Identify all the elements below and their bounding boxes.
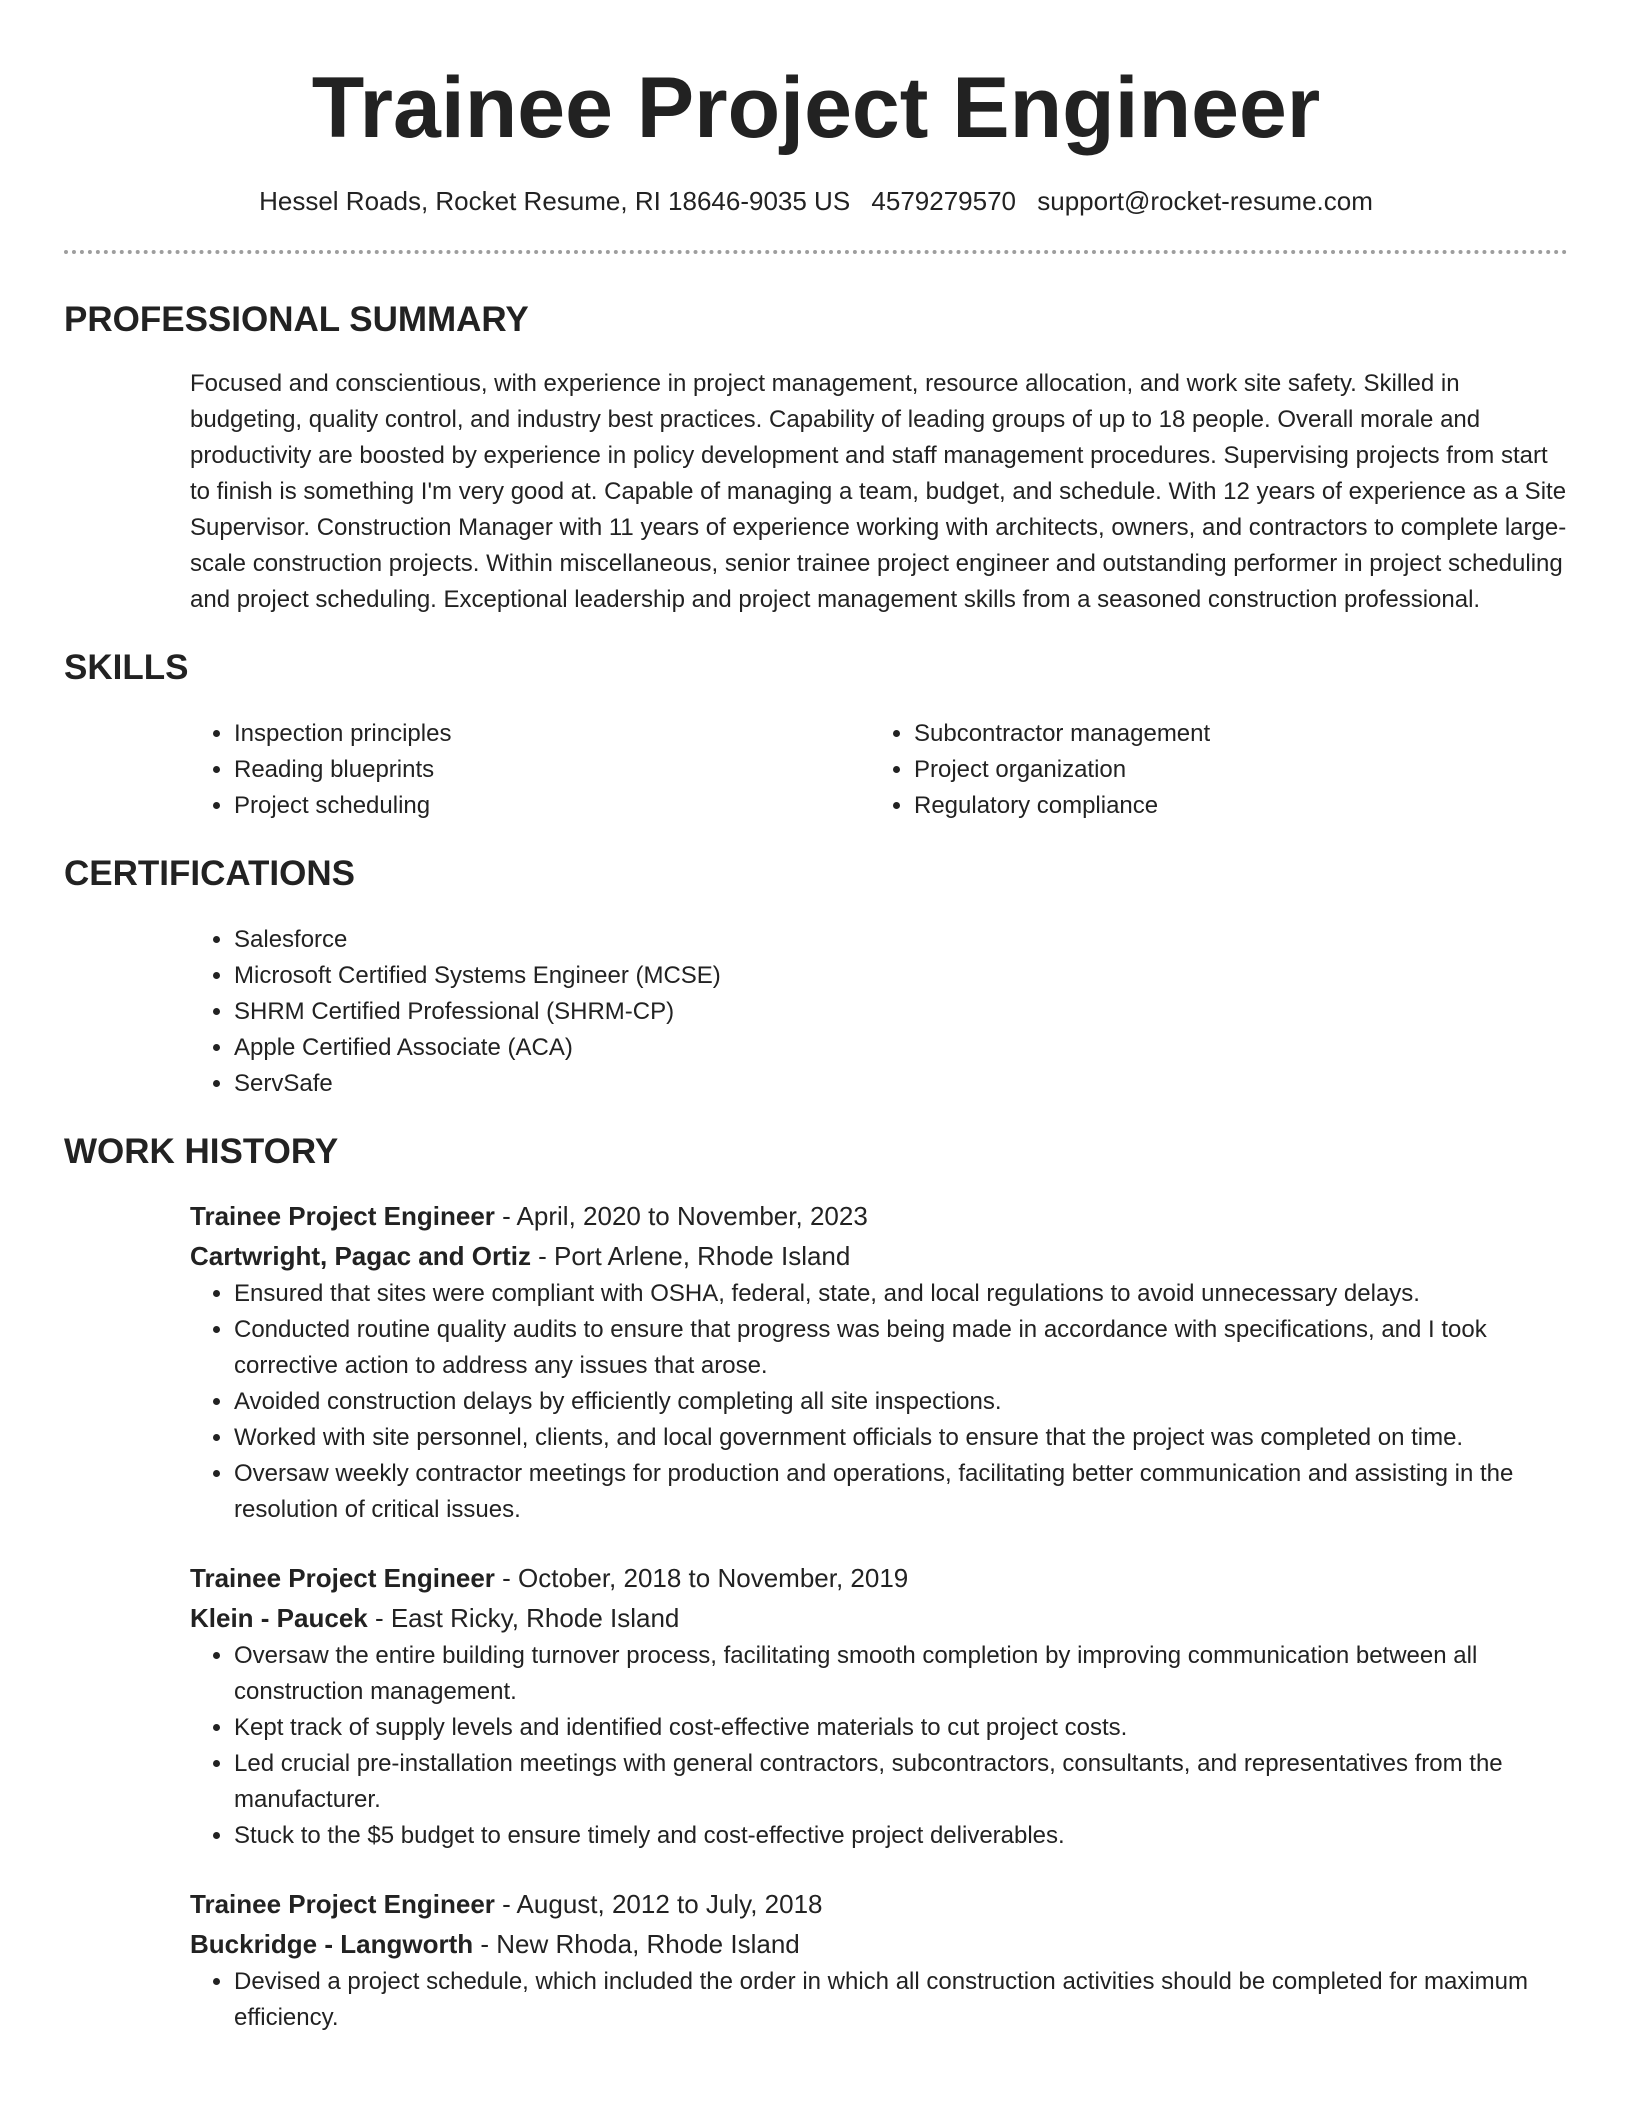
job-company-line — [190, 1924, 1568, 1964]
job-bullet: • Oversaw weekly contractor meetings for production and operations, facilitating better communication and assisting in the resolution of critical issues. — [234, 1456, 1568, 1528]
section-title-summary: PROFESSIONAL SUMMARY — [64, 300, 529, 339]
certifications-list — [190, 922, 1568, 1102]
skills-column-left — [190, 716, 870, 824]
job-bullets — [190, 1638, 1568, 1854]
skill-item: • Subcontractor management — [914, 716, 1550, 752]
job-bullet: • Conducted routine quality audits to ensure that progress was being made in accordance with specifications, and I took corrective action to address any issues that arose. — [234, 1312, 1568, 1384]
skills-list — [190, 716, 1568, 824]
header-divider — [64, 250, 1568, 254]
job-company-line — [190, 1236, 1568, 1276]
certification-item: • Salesforce — [234, 922, 1568, 958]
certification-item: • Microsoft Certified Systems Engineer (MCSE) — [234, 958, 1568, 994]
job-company: Buckridge - Langworth — [190, 1929, 474, 1959]
skills-column-right — [870, 716, 1550, 824]
job-bullet: • Kept track of supply levels and identified cost-effective materials to cut project costs. — [234, 1710, 1568, 1746]
job-title-line — [190, 1558, 1568, 1598]
contact-address: Hessel Roads, Rocket Resume, RI 18646-9035 US — [259, 186, 851, 216]
job-bullet: • Devised a project schedule, which included the order in which all construction activities should be completed for maximum efficiency. — [234, 1964, 1568, 2036]
job-entry — [190, 1196, 1568, 1528]
job-dates: - April, 2020 to November, 2023 — [494, 1201, 868, 1231]
job-bullet: • Avoided construction delays by efficiently completing all site inspections. — [234, 1384, 1568, 1420]
section-title-work-history: WORK HISTORY — [64, 1132, 339, 1171]
section-title-skills: SKILLS — [64, 648, 189, 687]
job-company-line — [190, 1598, 1568, 1638]
job-location: - New Rhoda, Rhode Island — [473, 1929, 800, 1959]
job-title: Trainee Project Engineer — [190, 1563, 495, 1593]
job-bullet: • Led crucial pre-installation meetings with general contractors, subcontractors, consultants, and representatives from the manufacturer. — [234, 1746, 1568, 1818]
contact-email: support@rocket-resume.com — [1037, 186, 1373, 216]
summary-text: Focused and conscientious, with experience in project management, resource allocation, and work site safety. Skilled in budgeting, quality control, and industry best practices. Capability of leading groups of up to 18 people. Overall morale and productivity are boosted by experience in policy development and staff management procedures. Supervising projects from start to finish is something I'm very good at. Capable of managing a team, budget, and schedule. With 12 years of experience as a Site Supervisor. Construction Manager with 11 years of experience working with architects, owners, and contractors to complete large-scale construction projects. Within miscellaneous, senior trainee project engineer and outstanding performer in project scheduling and project scheduling. Exceptional leadership and project management skills from a seasoned construction professional. — [190, 370, 1567, 613]
skill-item: • Inspection principles — [234, 716, 870, 752]
job-company: Cartwright, Pagac and Ortiz — [190, 1241, 531, 1271]
skill-item: • Project scheduling — [234, 788, 870, 824]
certification-item: • ServSafe — [234, 1066, 1568, 1102]
job-title-line — [190, 1196, 1568, 1236]
job-entry — [190, 1884, 1568, 2036]
certification-item: • Apple Certified Associate (ACA) — [234, 1030, 1568, 1066]
contact-phone: 4579279570 — [871, 186, 1017, 216]
job-bullets — [190, 1964, 1568, 2036]
job-bullet: • Ensured that sites were compliant with OSHA, federal, state, and local regulations to avoid unnecessary delays. — [234, 1276, 1568, 1312]
job-location: - Port Arlene, Rhode Island — [530, 1241, 851, 1271]
skill-item: • Regulatory compliance — [914, 788, 1550, 824]
job-dates: - October, 2018 to November, 2019 — [494, 1563, 909, 1593]
job-entry — [190, 1558, 1568, 1854]
job-bullet: • Worked with site personnel, clients, and local government officials to ensure that the project was completed on time. — [234, 1420, 1568, 1456]
certification-item: • SHRM Certified Professional (SHRM-CP) — [234, 994, 1568, 1030]
section-title-certifications: CERTIFICATIONS — [64, 854, 356, 893]
job-company: Klein - Paucek — [190, 1603, 368, 1633]
job-bullet: • Oversaw the entire building turnover process, facilitating smooth completion by improving communication between all construction management. — [234, 1638, 1568, 1710]
job-bullet: • Stuck to the $5 budget to ensure timely and cost-effective project deliverables. — [234, 1818, 1568, 1854]
job-location: - East Ricky, Rhode Island — [367, 1603, 680, 1633]
skill-item: • Project organization — [914, 752, 1550, 788]
job-title: Trainee Project Engineer — [190, 1889, 495, 1919]
job-title-line — [190, 1884, 1568, 1924]
job-title: Trainee Project Engineer — [190, 1201, 495, 1231]
job-bullets — [190, 1276, 1568, 1528]
skill-item: • Reading blueprints — [234, 752, 870, 788]
candidate-name: Trainee Project Engineer — [311, 60, 1321, 156]
contact-line — [64, 184, 1568, 218]
job-dates: - August, 2012 to July, 2018 — [494, 1889, 823, 1919]
resume-page — [64, 0, 1568, 2112]
